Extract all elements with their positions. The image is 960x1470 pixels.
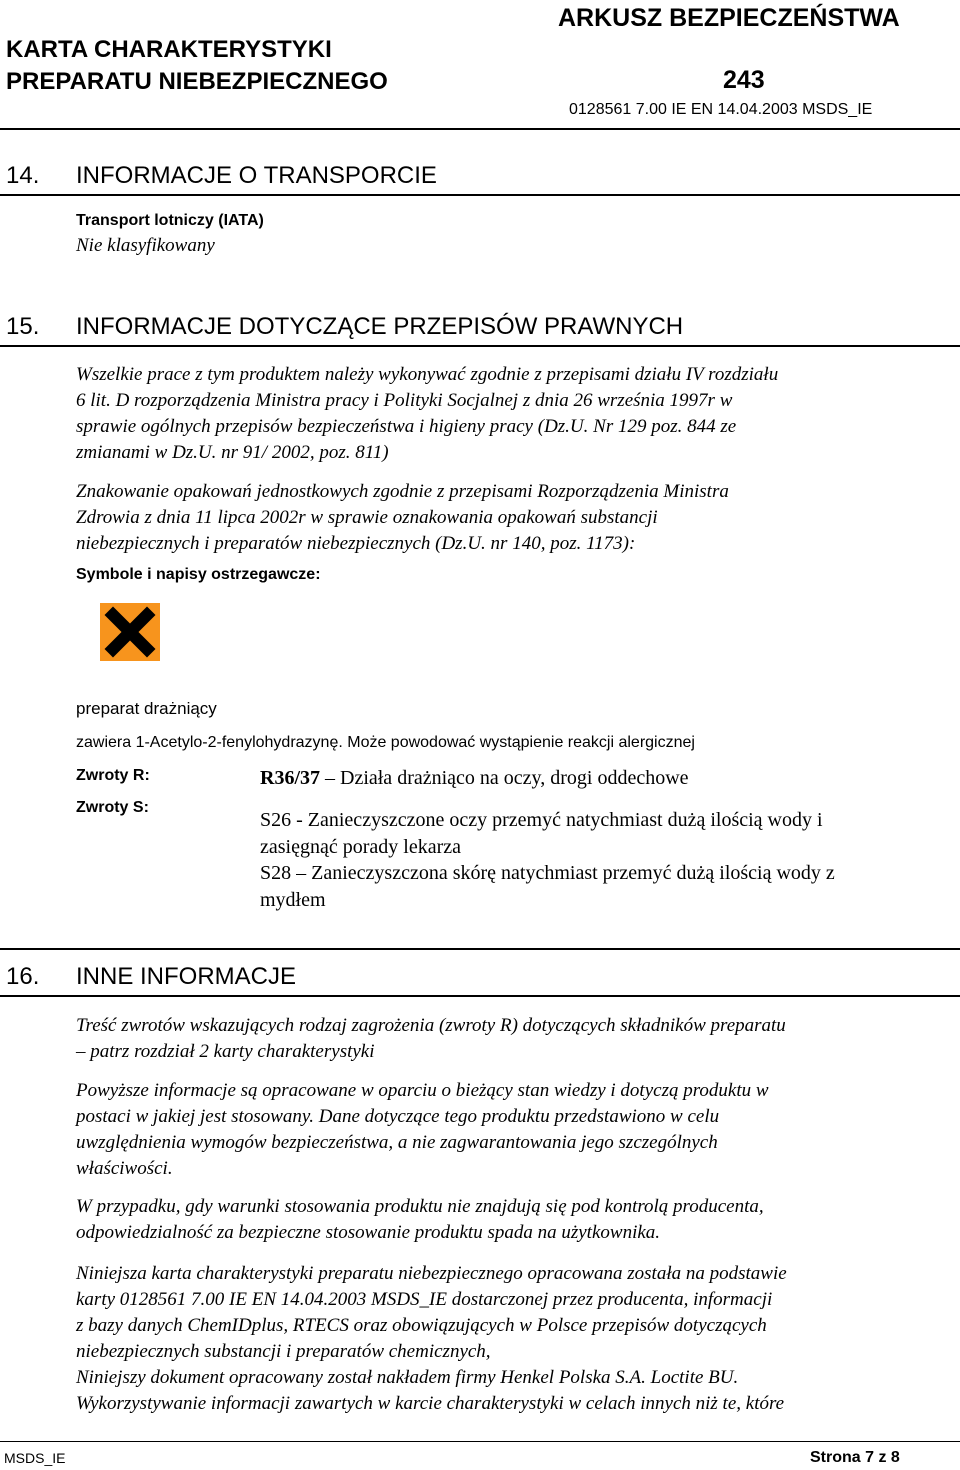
- section15-para2-line: Zdrowia z dnia 11 lipca 2002r w sprawie oznakowania opakowań substancji: [76, 507, 658, 528]
- r-phrase-code: R36/37: [260, 767, 320, 789]
- section15-para1-line: zmianami w Dz.U. nr 91/ 2002, poz. 811): [76, 442, 389, 463]
- section16-p4-line: Wykorzystywanie informacji zawartych w karcie charakterystyki w celach innych niż te, które: [76, 1393, 785, 1414]
- section14-number: 14.: [6, 162, 40, 189]
- section15-divider: [0, 345, 960, 347]
- contains-statement: zawiera 1-Acetylo-2-fenylohydrazynę. Może powodować wystąpienie reakcji alergicznej: [76, 734, 695, 751]
- header-title-line1: KARTA CHARAKTERYSTYKI: [6, 36, 332, 63]
- section16-p4-line: z bazy danych ChemIDplus, RTECS oraz obowiązujących w Polsce przepisów dotyczących: [76, 1315, 767, 1336]
- section16-top-divider: [0, 948, 960, 950]
- section16-p2-line: właściwości.: [76, 1158, 173, 1179]
- section16-p2-line: Powyższe informacje są opracowane w oparciu o bieżący stan wiedzy i dotyczą produktu w: [76, 1080, 769, 1101]
- section14-value: Nie klasyfikowany: [76, 235, 215, 256]
- section15-number: 15.: [6, 313, 40, 340]
- section16-p3-line: odpowiedzialność za bezpieczne stosowanie produktu spada na użytkownika.: [76, 1222, 661, 1243]
- section16-p2-line: uwzględnienia wymogów bezpieczeństwa, a nie zagwarantowania jego szczególnych: [76, 1132, 718, 1153]
- header-divider: [0, 128, 960, 130]
- section16-divider: [0, 995, 960, 997]
- section15-symbols-label: Symbole i napisy ostrzegawcze:: [76, 566, 321, 583]
- r-phrases-label: Zwroty R:: [76, 767, 150, 784]
- section16-p4-line: karty 0128561 7.00 IE EN 14.04.2003 MSDS_IE dostarczonej przez producenta, informacji: [76, 1289, 773, 1310]
- s-phrase-line: zasięgnąć porady lekarza: [260, 836, 461, 858]
- header-sheet-number: 243: [723, 66, 765, 94]
- hazard-label: preparat drażniący: [76, 699, 217, 718]
- section16-p3-line: W przypadku, gdy warunki stosowania produktu nie znajdują się pod kontrolą producenta,: [76, 1196, 764, 1217]
- r-phrase: [260, 767, 689, 790]
- section16-p1-line: Treść zwrotów wskazujących rodzaj zagrożenia (zwroty R) dotyczących składników preparatu: [76, 1015, 786, 1036]
- s-phrase-line: S26 - Zanieczyszczone oczy przemyć natychmiast dużą ilością wody i: [260, 809, 823, 831]
- section14-divider: [0, 194, 960, 196]
- section14-title: INFORMACJE O TRANSPORCIE: [76, 162, 437, 189]
- s-phrase-line: mydłem: [260, 889, 326, 911]
- section16-p4-line: niebezpiecznych substancji i preparatów chemicznych,: [76, 1341, 491, 1362]
- section16-p2-line: postaci w jakiej jest stosowany. Dane dotyczące tego produktu przedstawiono w celu: [76, 1106, 720, 1127]
- s-phrases-label: Zwroty S:: [76, 799, 149, 816]
- footer-page-number: Strona 7 z 8: [810, 1449, 900, 1466]
- section15-title: INFORMACJE DOTYCZĄCE PRZEPISÓW PRAWNYCH: [76, 313, 684, 340]
- footer-doc-id: MSDS_IE: [4, 1450, 66, 1466]
- section15-para1-line: 6 lit. D rozporządzenia Ministra pracy i Polityki Socjalnej z dnia 26 września 1997r w: [76, 390, 733, 411]
- section16-number: 16.: [6, 963, 40, 990]
- section14-subheading: Transport lotniczy (IATA): [76, 212, 264, 229]
- section16-p1-line: – patrz rozdział 2 karty charakterystyki: [76, 1041, 375, 1062]
- r-phrase-text: – Działa drażniąco na oczy, drogi oddechowe: [320, 767, 689, 789]
- section15-para1-line: sprawie ogólnych przepisów bezpieczeństwa i higieny pracy (Dz.U. Nr 129 poz. 844 ze: [76, 416, 737, 437]
- footer-divider: [0, 1441, 960, 1442]
- section15-para1-line: Wszelkie prace z tym produktem należy wykonywać zgodnie z przepisami działu IV rozdziału: [76, 364, 779, 385]
- header-document-code: 0128561 7.00 IE EN 14.04.2003 MSDS_IE: [569, 101, 873, 118]
- s-phrase-line: S28 – Zanieczyszczona skórę natychmiast przemyć dużą ilością wody z: [260, 862, 835, 884]
- section16-title: INNE INFORMACJE: [76, 963, 297, 990]
- section16-p4-line: Niniejszy dokument opracowany został nakładem firmy Henkel Polska S.A. Loctite BU.: [76, 1367, 739, 1388]
- section15-para2-line: Znakowanie opakowań jednostkowych zgodnie z przepisami Rozporządzenia Ministra: [76, 481, 729, 502]
- header-title-line2: PREPARATU NIEBEZPIECZNEGO: [6, 68, 388, 95]
- section15-para2-line: niebezpiecznych i preparatów niebezpiecznych (Dz.U. nr 140, poz. 1173):: [76, 533, 636, 554]
- header-sheet-title: ARKUSZ BEZPIECZEŃSTWA: [558, 4, 900, 32]
- section16-p4-line: Niniejsza karta charakterystyki preparatu niebezpiecznego opracowana została na podstawie: [76, 1263, 787, 1284]
- irritant-x-icon: [100, 603, 160, 661]
